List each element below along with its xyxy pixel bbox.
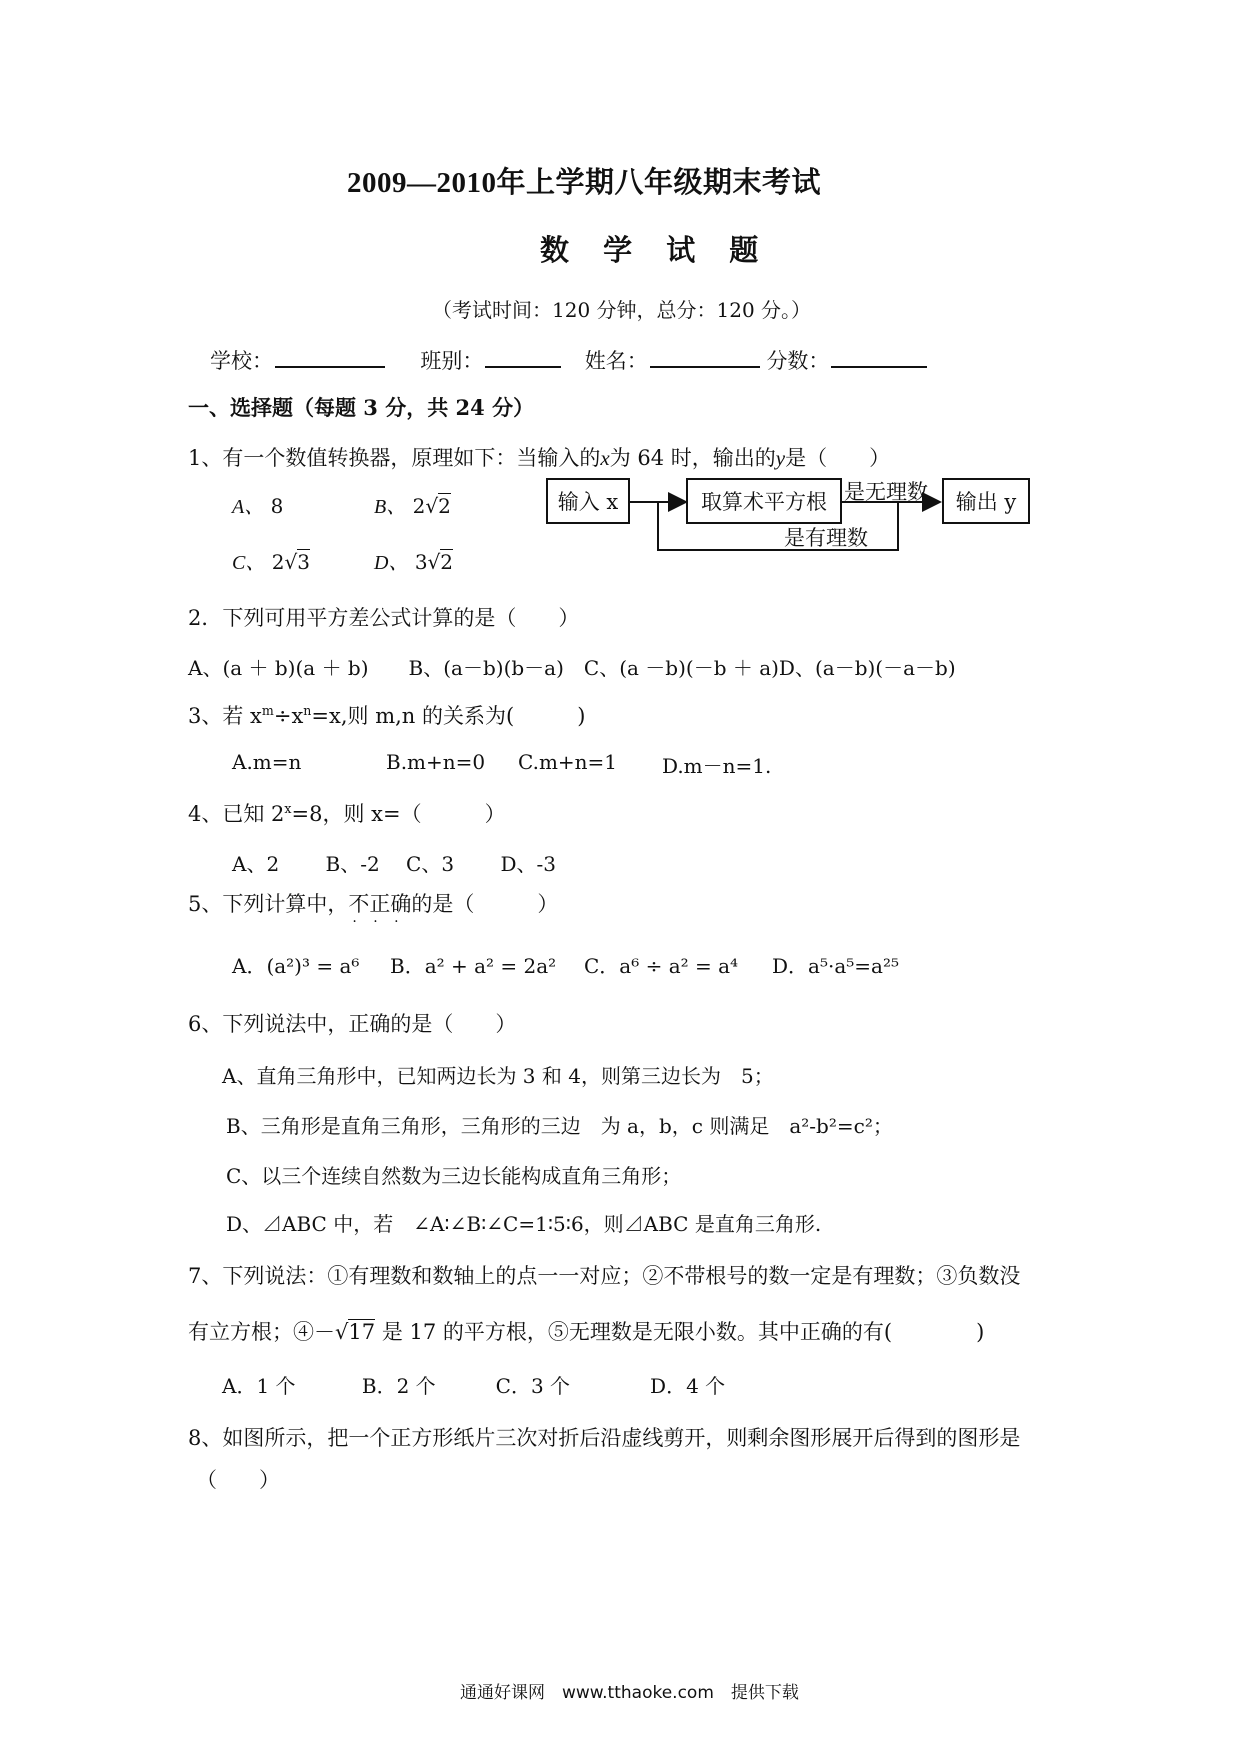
flow-output-box: 输出 y — [942, 478, 1030, 524]
exam-title: 2009—2010年上学期八年级期末考试 — [347, 167, 822, 199]
school-label: 学校： — [210, 349, 273, 373]
emphasis-text: 不正确 · · · — [348, 892, 412, 930]
sqrt-icon: √ — [335, 1320, 349, 1344]
q4-stem: 4、已知 $2^x=8$，则 x=（ ） — [188, 801, 506, 826]
exam-note: （考试时间：120 分钟，总分：120 分。） — [432, 298, 812, 322]
q5-option-d: D．a⁵·a⁵=a²⁵ — [772, 954, 899, 978]
q3-option-c: C.m+n=1 — [518, 750, 618, 774]
section-heading: 一、选择题（每题 3 分，共 24 分） — [188, 395, 535, 420]
emphasis-dots-icon: · · · — [352, 914, 405, 930]
q7-options: A．1 个 B．2 个 C．3 个 D．4 个 — [222, 1374, 726, 1398]
q8-line-2: （ ） — [196, 1468, 280, 1492]
q1-option-b: B、 2√2 — [374, 494, 451, 518]
q5-option-a: A．(a²)³ = a⁶ — [232, 954, 360, 978]
q1-option-d: D、 3√2 — [374, 550, 454, 574]
q2-stem: 2．下列可用平方差公式计算的是（ ） — [188, 606, 580, 630]
score-label: 分数： — [766, 349, 830, 373]
q1-option-a: A、 8 — [232, 494, 284, 518]
q5-option-c: C．a⁶ ÷ a² = a⁴ — [584, 954, 739, 978]
sqrt-icon: √ — [284, 550, 298, 574]
q3-stem: 3、若 $x^m\div x^n=x$,则 m,n 的关系为( ) — [188, 703, 586, 728]
name-label: 姓名： — [584, 349, 648, 373]
q3-option-d: D.m－n=1. — [662, 754, 772, 778]
flow-input-box: 输入 x — [546, 478, 630, 524]
sqrt-icon: √ — [425, 494, 439, 518]
flow-process-box: 取算术平方根 — [686, 478, 842, 524]
q5-option-b: B．a² + a² = 2a² — [390, 954, 557, 978]
q2-options: A、(a ＋ b)(a ＋ b) B、(a－b)(b－a) C、(a －b)(－b ＋ a)D、(a－b)(－a－b) — [188, 656, 956, 680]
q7-line-1: 7、下列说法：①有理数和数轴上的点一一对应；②不带根号的数一定是有理数；③负数没 — [188, 1264, 1021, 1288]
q3-option-b: B.m+n=0 — [386, 750, 486, 774]
page-footer: 通通好课网 www.tthaoke.com 提供下载 — [460, 1683, 799, 1703]
flow-irrational-label: 是无理数 — [844, 480, 928, 504]
subject-title: 数 学 试 题 — [540, 233, 771, 267]
q1-stem: 1、有一个数值转换器，原理如下：当输入的x为 64 时，输出的y是（ ） — [188, 446, 891, 470]
q6-option-d: D、⊿ABC 中，若 ∠A∶∠B∶∠C=1∶5∶6，则⊿ABC 是直角三角形. — [226, 1212, 822, 1236]
q6-stem: 6、下列说法中，正确的是（ ） — [188, 1012, 517, 1036]
q6-option-a: A、直角三角形中，已知两边长为 3 和 4，则第三边长为 5； — [222, 1064, 774, 1088]
sqrt-icon: √ — [427, 550, 441, 574]
q7-line-2: 有立方根；④－√17 是 17 的平方根，⑤无理数是无限小数。其中正确的有( ) — [188, 1320, 985, 1344]
q6-option-c: C、以三个连续自然数为三边长能构成直角三角形； — [226, 1164, 682, 1188]
q6-option-b: B、三角形是直角三角形，三角形的三边 为 a，b，c 则满足 a²-b²=c²； — [226, 1114, 893, 1138]
q3-option-a: A.m=n — [232, 750, 302, 774]
q1-option-c: C、 2√3 — [232, 550, 310, 574]
q4-options: A、2 B、-2 C、3 D、-3 — [232, 852, 556, 876]
q5-stem: 5、下列计算中，不正确 · · · 的是（ ） — [188, 892, 559, 930]
q8-line-1: 8、如图所示，把一个正方形纸片三次对折后沿虚线剪开，则剩余图形展开后得到的图形是 — [188, 1426, 1021, 1450]
class-label: 班别： — [420, 349, 484, 373]
flow-rational-label: 是有理数 — [784, 526, 868, 550]
